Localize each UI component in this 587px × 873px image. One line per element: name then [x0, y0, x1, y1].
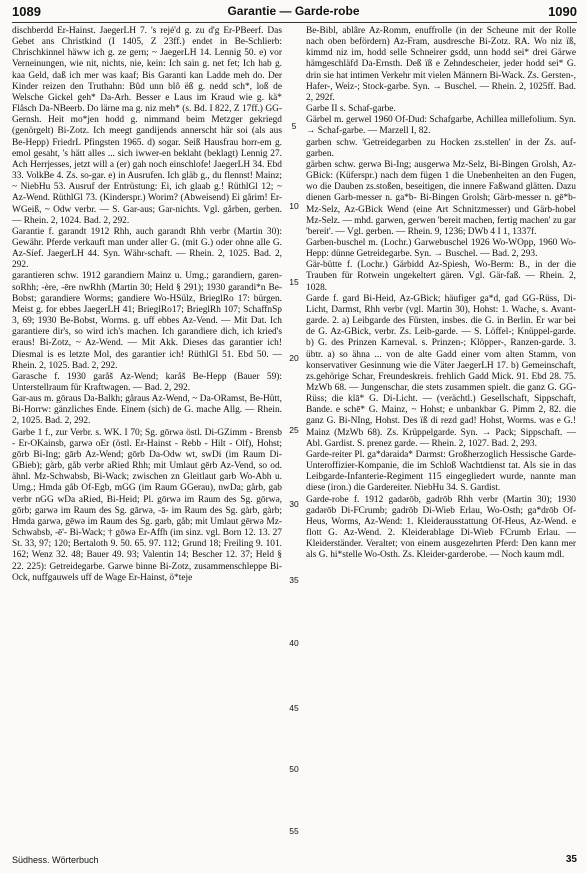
entry-garde-robe: Garde-robe f. 1912 gadərōb, gadrōb Rhh verbr (Martin 30); 1930 gadərōb Di-FCrumb; gadrōb Di-Wieb Erlau, Wo-Osth; ga*drōb Of-Heus, Worms, Az-Wend: 1. Kleiderausstattung Of-Heus, Az-Wend. e flott G. Az-Wend. 2. Kleiderablage Di-Wieb FCrumb Erlau. — Kleiderständer. Veraltet; von einem ausgezehrten Pferd: Den kann mer als G. hi*stelle Wo-Osth. Zs. Kleider-garderobe. — Noch kaum mdl.	[306, 494, 576, 561]
page-number-right: 1090	[548, 4, 577, 19]
line-number-gutter	[286, 26, 302, 846]
page-footer	[12, 851, 577, 865]
entry-garasche: Garasche f. 1930 garåš Az-Wend; karåš Be-Hepp (Bauer 59): Unterstellraum für Kraftwagen. — Bad. 2, 292.	[12, 371, 282, 393]
line-number: 45	[289, 703, 299, 713]
footer-title: Südhess. Wörterbuch	[12, 855, 99, 865]
line-number: 30	[289, 499, 299, 509]
entry-garben: garben schw. 'Getreidegarben zu Hocken zs.stellen' in der Zs. auf-garben.	[306, 137, 576, 159]
line-number: 15	[289, 277, 299, 287]
entry-continuation-garbe: Be-Bibl, ablâre Az-Romm, enuffrolle (in der Scheune mit der Rolle nach oben befördern) Az-Fram, ausdresche Bi-Zotz. RA. Wo niz ïß, kimmd niz im, hodd selle Schneirer gsdd, unn hodd sei* drei Gärwe hämgeschläfd Da-Ernsth. Deß ïß e Zehndescheier, jeder hodd sei* G. drin sie hat intimen Verkehr mit vielen Männern Bi-Wack. Zs. Gersten-, Hafer-, Weiz-; Stock-garbe. Syn. → Buschel. — Rhein. 2, 1025ff. Bad. 2, 292f.	[306, 26, 576, 103]
line-number: 10	[289, 201, 299, 211]
entry-gaerben: gärben schw. gerwə Bi-Ing; ausgerwə Mz-Selz, Bi-Bingen Grolsh, Az-GBick: (Küferspr.) nach dem fügen 1 die Unebenheiten an den Fugen, wo die Dauben zs.stoßen, beseitigen, die innere Faßwand glätten. Dazu dienen Garb-messer n. ga*b- Bi-Bingen Grolsh; Gärb-messer n. gē*b- Mz-Selz, Az-GBick Wend (eine Art Schnitzmesser) und Gärb-hobel Mz-Selz. — mhd. garwen, gerwen 'bereit machen, fertig machen' zu gar 'bereit'. — Vgl. gerben. — Rhein. 9, 1236; DWb 4 I 1, 1337f.	[306, 159, 576, 237]
entry-continuation-gar: dischberdd Er-Hainst. JaegerLH 7. 's rejé'd g. zu d'g Er-PBeerf. Das Gebet ans Christkind (I 1405, Z 23ff.) endet in Be-Schlierb: Chrischkinnel häww ich g. ze gern; ~ JaegerLH 14. Lennig 50. e) vor Verneinungen, wie nit, nichts, nie, kein: Ich sain g. net fet; Ich hab g. kaa Geld, daß ich mer was kaaf; Bis Garanti kan Ladde meh do. Der Kinder reizen den Truthahn: Bûd unn blô ëß g. nedd sch*, loß de Welsche Gickel geh* Da-Arh. Besser e Laus im Kraud wie g. kä* Flåsch Da-NBeerb. Do lärne ma g. niz meh* (s. Bd. I 822, Z 17ff.) GG-Gernsh. Heit mo*jen hodd g. nimmand beim Metzger gekriegd (genörgelt) Bi-Zotz. Ich meegt gandijends annerscht här soi (als aus Be-Hepp) FriedrL Pfingsten 1965. d) sogar. Seiß Hausfrau horr-em g. emol gesaht, 's hätt alles ... sich iwwer-en beklaht (beklagt) Lennig 27. Ach Herrjesses, jetzt will a (er) gah noch einschlofe! JaegerLH 34. Ebd 33. VolkBe 4. Zs. so-gar. e) in Ausrufen. Ich gläb g., du flennst! Mainz; ~ NiebHu 53. Ausruf der Entrüstung: Ei, ich glaab g.! RüthlGl 12; ~ Az-Wend. RüthlGl 73. (Kinderspr.) Worim? (Abweisend) Ei gårim! Er-WGeiß, ~ Odw verbr. — S. Gar-aus; Gar-nichts. Vgl. gårben, gerben. — Rhein. 2, 1024. Bad. 2, 292.	[12, 26, 282, 226]
running-header	[0, 4, 587, 24]
header-rule	[12, 22, 577, 23]
entry-gaerbel: Gärbel m. gerwel 1960 Of-Dud: Schafgarbe, Achillea millefolium. Syn. → Schaf-garbe. — Marzell I, 82.	[306, 115, 576, 137]
entry-garde: Garde f. gard Bi-Heid, Az-GBick; häufiger ga*d, gad GG-Rüss, Di-Licht, Darmst, Rhh verbr (vgl. Martin 30), Hohst: 1. Wache, s. Avant-garde. 2. a) Leibgarde des Fürsten, insbes. die G. in Berlin. Er war bei de G. Az-GBick, verbr. Zs. Leib-garde. — S. Löffel-; Knüppel-garde. b) G. des Prinzen Karneval. s. Prinzen-; Klöpper-, Ranzen-garde. 3. übtr. a) so ähna ... von de alte Gadd einer vom alten Stamm, von konservativer Gesinnung wie die Väter JaegerLH 17. b) Gemeinschaft, zs.gehörige Schar, Freundeskreis. frehlich Gadd Mick. 91. Ebd 28. 75. MzWb 68. — Jungenschar, die stets zusammen spielt. die ganz G. GG-Rüss; die klā* G. Di-Licht. — (verächtl.) Gesellschaft, Sippschaft, Bande. e schē* G. Mainz, ~ Hohst; e unbankbar G. Pimm 2, 82. die ganz G. Bi-NIng, Hohst. Des ïß di rezd gad! Hohst, Worms. was e G.! Mainz (MzWb 68). Zs. Krüppelgarde. Syn. → Pack; Sippschaft. — Abl. Gardist. S. prenez garde. — Rhein. 2, 1027. Bad. 2, 293.	[306, 293, 576, 449]
line-number: 55	[289, 826, 299, 836]
line-number: 40	[289, 638, 299, 648]
line-number: 25	[289, 425, 299, 435]
line-number: 50	[289, 764, 299, 774]
right-column	[306, 26, 576, 562]
entry-garantieren: garantieren schw. 1912 garandiern Mainz u. Umg.; garandiern, garen- soRhh; -ère, -ēre nwRhh (Martin 30; Held § 291); 1930 garandi*n Be-Bobst; garandiere Worms; gandiere Wo-HSülz, BrieglRo 17: bürgen. Meist g. for ebbes JaegerLH 41; BrieglRo17; BrieglRh 107; SchaffnSp 3, 69; 1930 Be-Bobst, Worms. g. uff ebbes Az-Vend. — Mit Dat. Ich garantiere dir's, so wird ich's machen. Ich garandiere dich, ich kried's eraus! Bi-Zotz, ~ Az-Wend. — Mit Akk. Dieses das garantier ich! Diesmal is es letzte Mol, des garantier ich! RüthlGl 51. Ebd 50. — Rhein. 2, 1025. Bad. 2, 292.	[12, 271, 282, 371]
left-column	[12, 26, 282, 584]
entry-garbe-2: Garbe II s. Schaf-garbe.	[306, 104, 396, 115]
entry-gar-aus: Gar-aus m. gōraus Da-Balkh; gåraus Az-Wend, ~ Da-ORamst, Be-Hütt, Bi-Horrw: gänzliches Ende. Einem (sich) de G. mache Allg. — Rhein. 2, 1025. Bad. 2, 292.	[12, 394, 282, 427]
entry-garantie: Garantie f. garandt 1912 Rhh, auch garandt Rhh verbr (Martin 30): Gewähr. Pferde verkauft man under aller G. (mit G.) oder ohne alle G. Az-Sief. JaegerLH 44. Syn. Währ-schaft. — Rhein. 2, 1025. Bad. 2, 292.	[12, 226, 282, 271]
header-title: Garantie — Garde-robe	[227, 4, 360, 18]
entry-garde-reiter: Garde-reiter Pl. ga*dəraida* Darmst: Großherzoglich Hessische Garde-Unteroffizier-Kompanie, die im Schloß Wachtdienst tat. Als sie in das Leibgarde-Infanterie-Regiment 115 eingegliedert wurde, nannte man diese (iron.) die Gardereiter. NiebHu 34. S. Gardist.	[306, 449, 576, 494]
footer-sheet-number: 35	[565, 854, 577, 865]
line-number: 20	[289, 353, 299, 363]
entry-gaer-buette: Gär-bütte f. (Lochr.) Gärbidd Az-Spiesh, Wo-Berm: B., in der die Trauben für Rotwein ungekeltert gären. Vgl. Gär-faß. — Rhein. 2, 1028.	[306, 260, 576, 293]
line-number: 35	[289, 575, 299, 585]
page-number-left: 1089	[12, 4, 41, 19]
entry-garben-buschel: Garben-buschel m. (Lochr.) Garwebuschel 1926 Wo-WOpp, 1960 Wo-Hepp: dünne Getreidegarbe. Syn. → Buschel. — Bad. 2, 293.	[306, 237, 576, 260]
line-number: 5	[291, 121, 297, 131]
entry-garbe-1: Garbe 1 f., zur Verbr. s. WK. I 70; Sg. gōrwə östl. Di-GZimm - Brensb - Er-OKainsb, garwə oEr (östl. Er-Hainst - Rebb - Hilt - Olf), Hohst; gōrb Bi-Ing; gārb Az-Wend; gōrb Da-Odw wt, swDi (im Raum Di-GBieb); gàrb, gåb verbr aRied Rhh; mit Umlaut gērb Az-Vend, so od. ähnl. Mz-Schwabsb, Bi-Wack; zwischen zn Gleitlaut garb Wo-Abh u. Umg.; Hmda gåb Of-Egb, mGG (im Raum GGerau), nwDa; gårb, gab verbr nGG wDa aRied, Bi-Heid; Pl. gōrwə im Raum des Sg. gōrwə, gōrb; garwə im Raum des Sg. gārwə, -ā- im Raum des Sg. gàrb, gàrb; Hmda garwə, gēwə im Raum des Sg. garb, gåb; mit Umlaut gērwə Mz-Schwabsb, -ē'- Bi-Wack; † gōwə Er-Affh (im sinz. vgl. Born 12. 13. 27 St. 33, 97; 120; Bertaloth 9. 50. 65. 97. 112; Grund 18; Freiling 9. 101. 162; Wenz 32. 48; Bauer 49. 93; Valentin 14; Bescher 12. 37; Held § 22. 225): Getreidegarbe. Garwe binne Bi-Zotz, zusammenschleppe Bi-Ock, nuffgauwels uff de Wage Er-Hainst, ö*teje	[12, 427, 282, 583]
